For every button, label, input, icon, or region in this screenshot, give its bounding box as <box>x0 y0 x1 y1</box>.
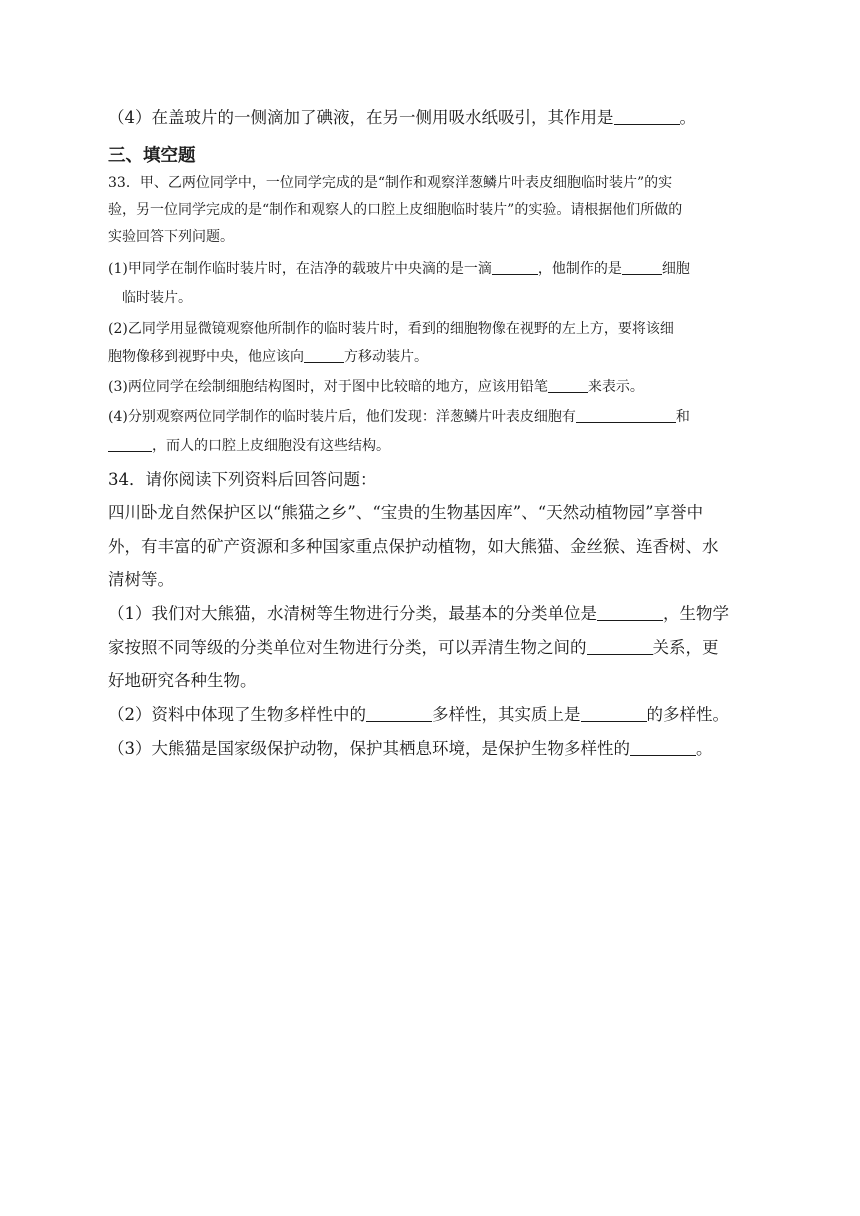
answer-blank[interactable] <box>576 408 676 423</box>
q34-material-line-3: 清树等。 <box>108 570 174 589</box>
q33-part-3: (3)两位同学在绘制细胞结构图时，对于图中比较暗的地方，应该用铅笔 来表示。 <box>108 379 644 395</box>
answer-blank[interactable] <box>622 260 662 275</box>
q34-material-line-1: 四川卧龙自然保护区以“熊猫之乡”、“宝贵的生物基因库”、“天然动植物园”享誉中 <box>108 503 704 522</box>
q34-part-1-line-2: 家按照不同等级的分类单位对生物进行分类，可以弄清生物之间的 关系，更 <box>108 638 719 657</box>
q33-part-1-line-2: 临时装片。 <box>122 290 192 306</box>
answer-blank[interactable] <box>304 348 344 363</box>
answer-blank[interactable] <box>614 108 680 126</box>
answer-blank[interactable] <box>587 638 653 656</box>
q34-stem: 34．请你阅读下列资料后回答问题： <box>108 470 377 489</box>
q33-stem-line-1: 33．甲、乙两位同学中，一位同学完成的是“制作和观察洋葱鳞片叶表皮细胞临时装片”的实 <box>108 175 673 191</box>
answer-blank[interactable] <box>366 705 432 723</box>
q34-part-2: （2）资料中体现了生物多样性中的 多样性，其实质上是 的多样性。 <box>108 705 729 724</box>
q34-part-3: （3）大熊猫是国家级保护动物，保护其栖息环境，是保护生物多样性的 。 <box>108 739 713 758</box>
q33-part-2-line-1: (2)乙同学用显微镜观察他所制作的临时装片时，看到的细胞物像在视野的左上方，要将该细 <box>108 321 674 337</box>
q32-item-4-text: （4）在盖玻片的一侧滴加了碘液，在另一侧用吸水纸吸引，其作用是 <box>108 108 614 127</box>
q34-part-1-line-1: （1）我们对大熊猫，水清树等生物进行分类，最基本的分类单位是 ，生物学 <box>108 604 729 623</box>
answer-blank[interactable] <box>548 378 588 393</box>
q34-material-line-2: 外，有丰富的矿产资源和多种国家重点保护动植物，如大熊猫、金丝猴、连香树、水 <box>108 537 719 556</box>
q33-stem-line-2: 验，另一位同学完成的是“制作和观察人的口腔上皮细胞临时装片”的实验。请根据他们所做的 <box>108 202 683 218</box>
q32-item-4 <box>108 104 696 128</box>
q34-part-1-line-3: 好地研究各种生物。 <box>108 671 257 690</box>
q33-part-2-line-2: 胞物像移到视野中央，他应该向 方移动装片。 <box>108 349 428 365</box>
q33-part-4-line-2: ，而人的口腔上皮细胞没有这些结构。 <box>108 435 390 455</box>
section-title: 三、填空题 <box>108 146 196 166</box>
answer-blank[interactable] <box>597 604 663 622</box>
answer-blank[interactable] <box>581 705 647 723</box>
answer-blank[interactable] <box>492 260 538 275</box>
answer-blank[interactable] <box>108 437 152 452</box>
q33-stem-line-3: 实验回答下列问题。 <box>108 229 234 245</box>
q33-part-4: (4)分别观察两位同学制作的临时装片后，他们发现：洋葱鳞片叶表皮细胞有 和 <box>108 409 690 425</box>
q32-item-4-end: 。 <box>679 108 696 127</box>
q33-part-1: (1)甲同学在制作临时装片时，在洁净的载玻片中央滴的是一滴 ，他制作的是 细胞 <box>108 261 690 277</box>
answer-blank[interactable] <box>630 739 696 757</box>
